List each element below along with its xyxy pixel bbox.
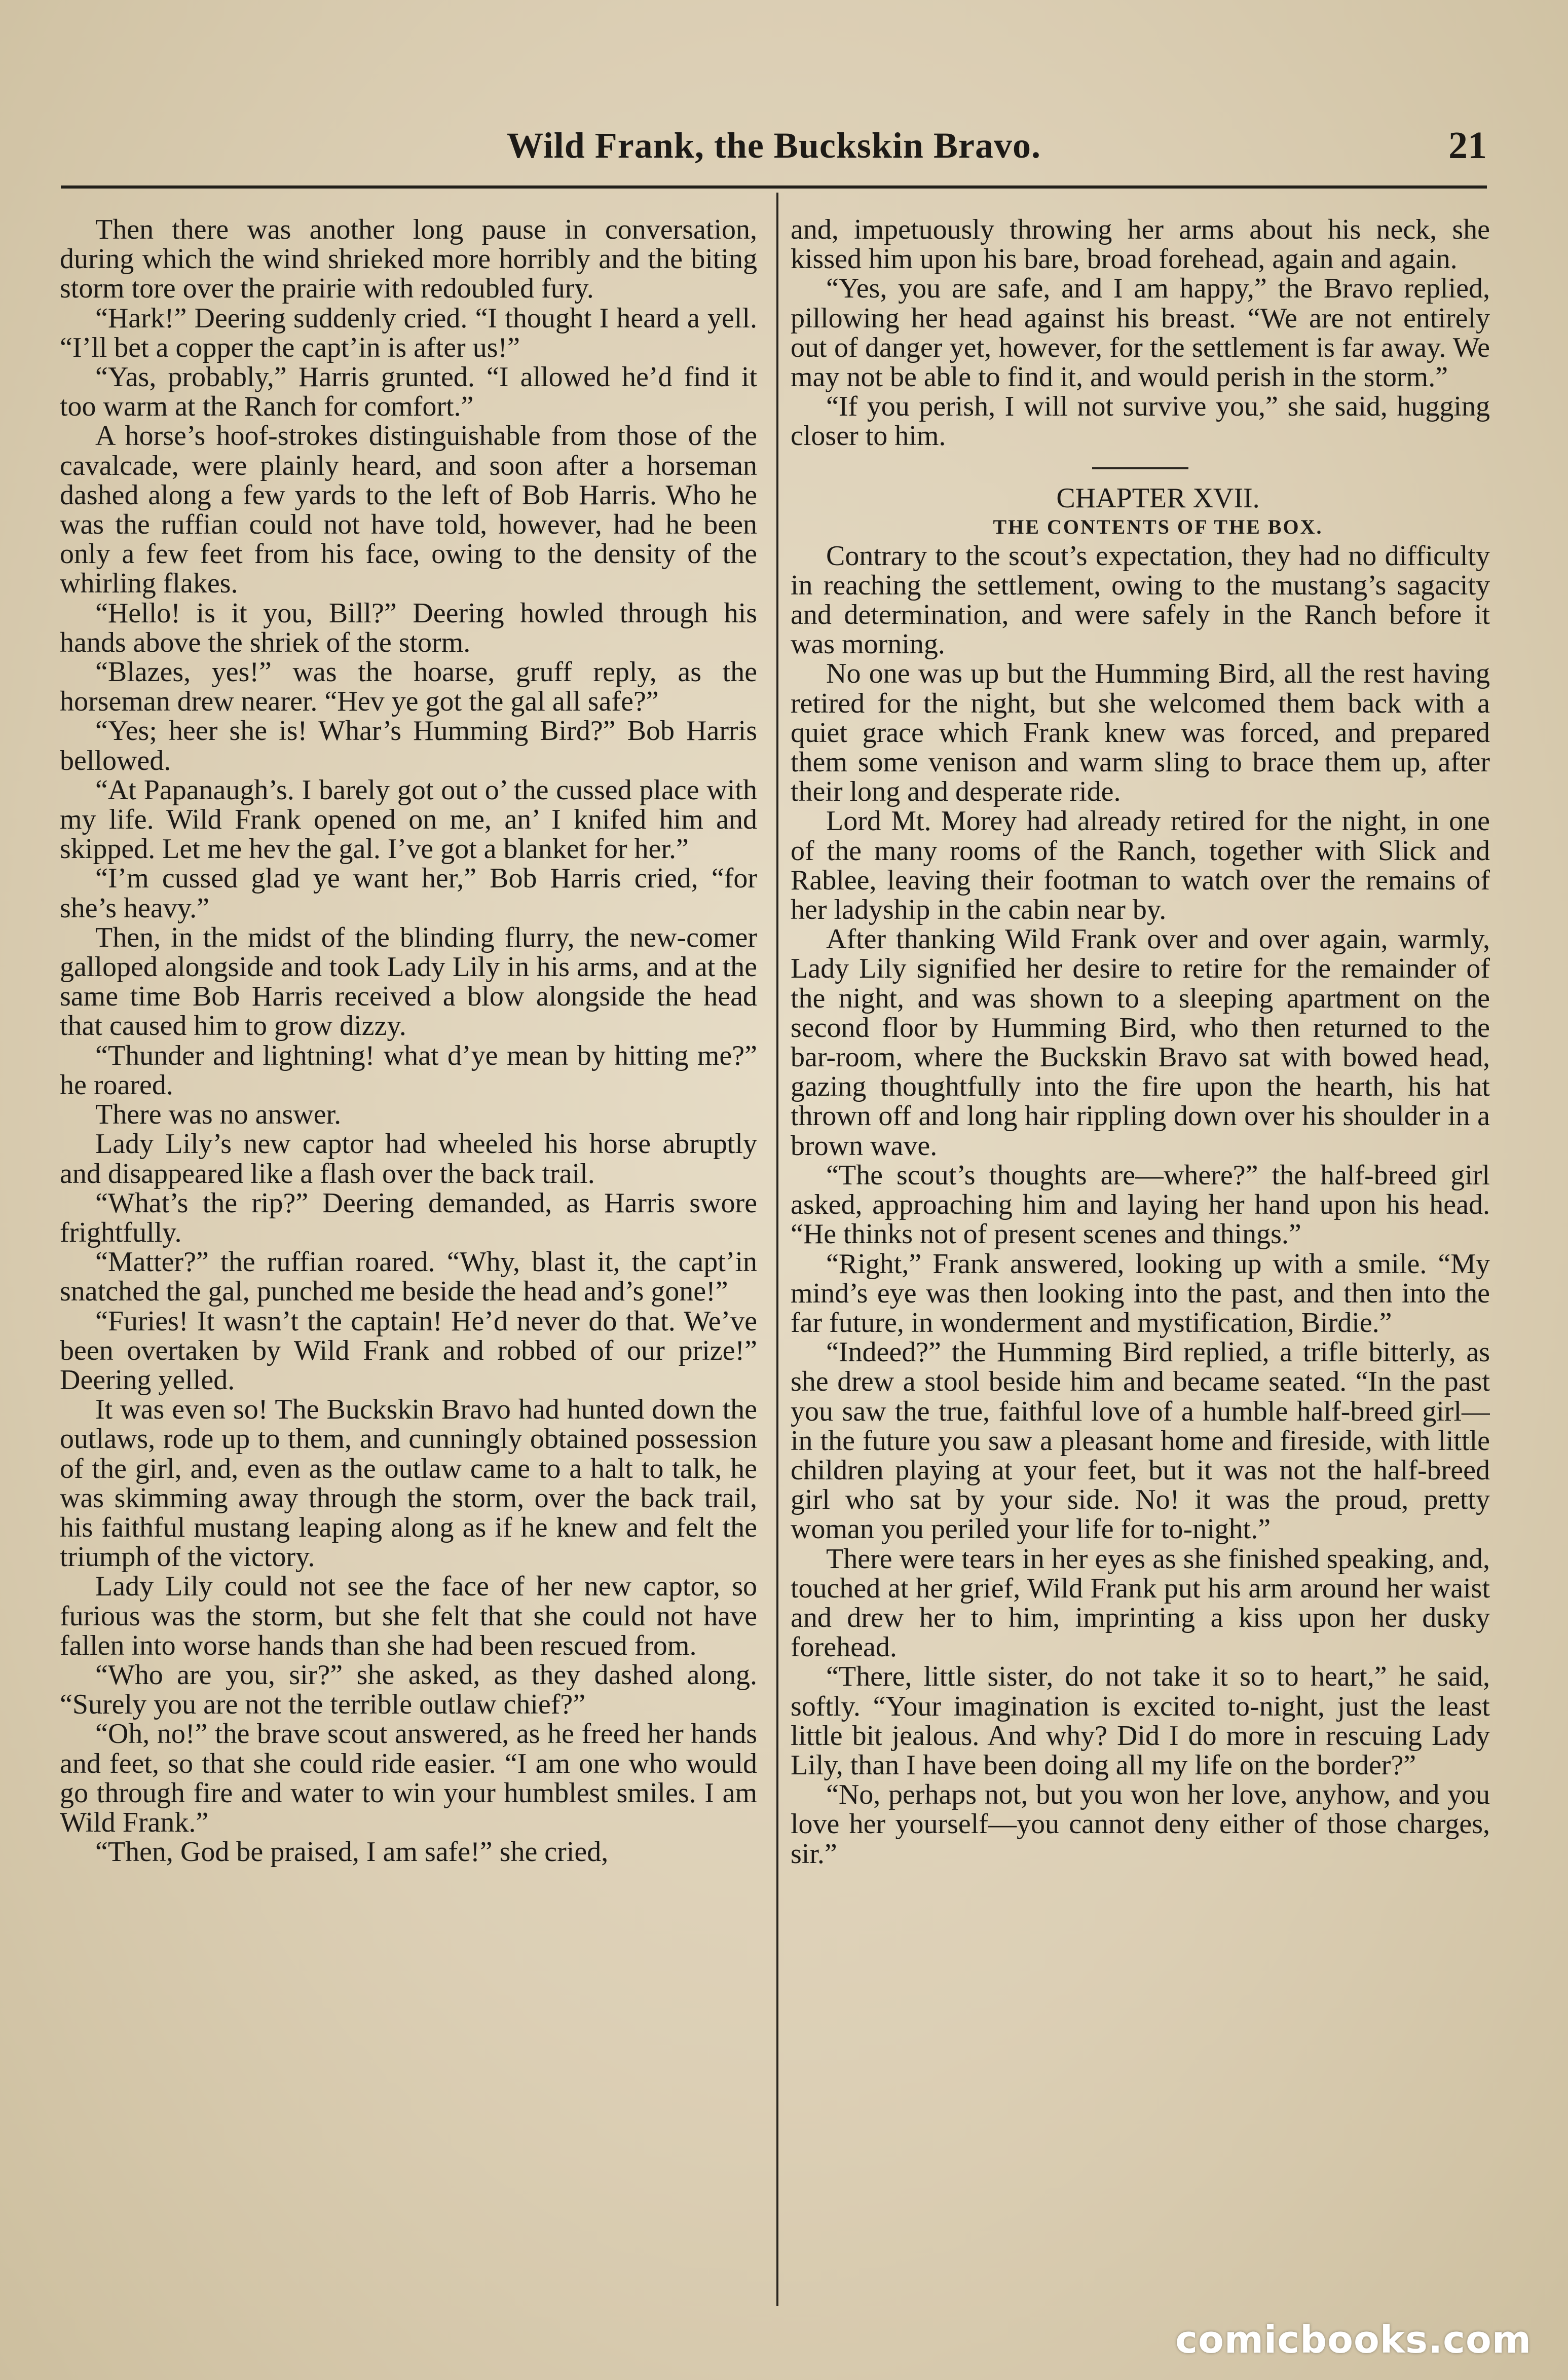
paragraph: It was even so! The Buckskin Bravo had hunted down the outlaws, rode up to them, and cunningly obtained possession of the girl, and, even as the outlaw came to a halt to talk, he was skimming away through the storm, over the back trail, his faithful mustang leaping along as if he knew and felt the triumph of the victory. bbox=[60, 1394, 757, 1573]
chapter-rule bbox=[1092, 467, 1188, 469]
running-head bbox=[61, 118, 1487, 173]
paragraph: Then there was another long pause in conversation, during which the wind shrieked more horribly and the biting storm tore over the prairie with redoubled fury. bbox=[60, 215, 757, 305]
paragraph: “Yes, you are safe, and I am happy,” the Bravo replied, pillowing her head against his breast. “We are not entirely out of danger yet, however, for the settlement is far away. We may not be able to find it, and would perish in the storm.” bbox=[791, 273, 1490, 393]
paragraph: “Yes; heer she is! Whar’s Humming Bird?” Bob Harris bellowed. bbox=[60, 715, 757, 776]
paragraph: “No, perhaps not, but you won her love, anyhow, and you love her yourself—you cannot deny either of those charges, sir.” bbox=[791, 1779, 1490, 1870]
chapter-subtitle: THE CONTENTS OF THE BOX. bbox=[993, 515, 1323, 538]
paragraph: “At Papanaugh’s. I barely got out o’ the cussed place with my life. Wild Frank opened on me, an’ I knifed him and skipped. Let me hev the gal. I’ve got a blanket for her.” bbox=[60, 774, 757, 865]
page-number: 21 bbox=[1448, 124, 1487, 167]
paragraph: Then, in the midst of the blinding flurry, the new-comer galloped alongside and took Lady Lily in his arms, and at the same time Bob Harris received a blow alongside the head that caused him to grow dizzy. bbox=[60, 921, 757, 1042]
paragraph: “Furies! It wasn’t the captain! He’d never do that. We’ve been overtaken by Wild Frank and robbed of our prize!” Deering yelled. bbox=[60, 1305, 757, 1396]
chapter-title: CHAPTER XVII. bbox=[1056, 482, 1260, 514]
paragraph: “Thunder and lightning! what d’ye mean by hitting me?” he roared. bbox=[60, 1039, 757, 1101]
watermark: comicbooks.com bbox=[1175, 2318, 1532, 2362]
paragraph: No one was up but the Humming Bird, all the rest having retired for the night, but she welcomed them back with a quiet grace which Frank knew was forced, and prepared them some venison and warm sling to brace them up, after their long and desperate ride. bbox=[791, 658, 1490, 808]
paragraph: A horse’s hoof-strokes distinguishable from those of the cavalcade, were plainly heard, and soon after a horseman dashed along a few yards to the left of Bob Harris. Who he was the ruffian could not have told, however, had he been only a few feet from his face, owing to the density of the whirling flakes. bbox=[60, 420, 757, 600]
header-rule bbox=[61, 185, 1487, 189]
paragraph: Lord Mt. Morey had already retired for the night, in one of the many rooms of the Ranch, together with Slick and Rablee, leaving their footman to watch over the remains of her ladyship in the cabin near by. bbox=[791, 805, 1490, 926]
paragraph: and, impetuously throwing her arms about his neck, she kissed him upon his bare, broad forehead, again and again. bbox=[791, 215, 1490, 275]
paragraph: Lady Lily’s new captor had wheeled his horse abruptly and disappeared like a flash over the back trail. bbox=[60, 1128, 757, 1189]
paragraph: There were tears in her eyes as she finished speaking, and, touched at her grief, Wild Frank put his arm around her waist and drew her to him, imprinting a kiss upon her dusky forehead. bbox=[791, 1543, 1490, 1663]
paragraph: “Right,” Frank answered, looking up with a smile. “My mind’s eye was then looking into the past, and then into the far future, in wonderment and mystification, Birdie.” bbox=[791, 1248, 1490, 1338]
paragraph: “If you perish, I will not survive you,” she said, hugging closer to him. bbox=[791, 391, 1490, 452]
column-divider bbox=[776, 193, 778, 2306]
paragraph: Lady Lily could not see the face of her new captor, so furious was the storm, but she felt that she could not have fallen into worse hands than she had been rescued from. bbox=[60, 1571, 757, 1661]
paragraph: “Yas, probably,” Harris grunted. “I allowed he’d find it too warm at the Ranch for comfort.” bbox=[60, 361, 757, 423]
running-title: Wild Frank, the Buckskin Bravo. bbox=[507, 125, 1041, 166]
left-column bbox=[60, 215, 757, 2328]
paragraph: “There, little sister, do not take it so to heart,” he said, softly. “Your imagination is excited to-night, just the least little bit jealous. And why? Did I do more in rescuing Lady Lily, than I have been doing all my life on the border?” bbox=[791, 1661, 1490, 1781]
paragraph: After thanking Wild Frank over and over again, warmly, Lady Lily signified her desire to retire for the remainder of the night, and was shown to a sleeping apartment on the second floor by Humming Bird, who then returned to the bar-room, where the Buckskin Bravo sat with bowed head, gazing thoughtfully into the fire upon the hearth, his hat thrown off and long hair rippling down over his shoulder in a brown wave. bbox=[791, 923, 1490, 1162]
paragraph: “Hark!” Deering suddenly cried. “I thought I heard a yell. “I’ll bet a copper the capt’in is after us!” bbox=[60, 302, 757, 363]
paragraph: “Indeed?” the Humming Bird replied, a trifle bitterly, as she drew a stool beside him and became seated. “In the past you saw the true, faithful love of a humble half-breed girl—in the future you saw a pleasant home and fireside, with little children playing at your feet, but it was not the half-breed girl who sat by your side. No! it was the proud, pretty woman you periled your life for to-night.” bbox=[791, 1336, 1490, 1545]
paragraph: “Matter?” the ruffian roared. “Why, blast it, the capt’in snatched the gal, punched me beside the head and’s gone!” bbox=[60, 1246, 757, 1308]
paragraph: “Oh, no!” the brave scout answered, as he freed her hands and feet, so that she could ride easier. “I am one who would go through fire and water to win your humblest smiles. I am Wild Frank.” bbox=[60, 1718, 757, 1838]
paragraph: “I’m cussed glad ye want her,” Bob Harris cried, “for she’s heavy.” bbox=[60, 863, 757, 924]
right-column bbox=[791, 215, 1490, 2328]
paragraph: There was no answer. bbox=[95, 1099, 342, 1131]
paragraph: “Hello! is it you, Bill?” Deering howled through his hands above the shriek of the storm. bbox=[60, 597, 757, 658]
paragraph: “The scout’s thoughts are—where?” the half-breed girl asked, approaching him and laying her hand upon his head. “He thinks not of present scenes and things.” bbox=[791, 1159, 1490, 1250]
paragraph: Contrary to the scout’s expectation, they had no difficulty in reaching the settlement, owing to the mustang’s sagacity and determination, and were safely in the Ranch before it was morning. bbox=[791, 540, 1490, 660]
paragraph: “Then, God be praised, I am safe!” she cried, bbox=[95, 1836, 609, 1868]
paragraph: “Blazes, yes!” was the hoarse, gruff reply, as the horseman drew nearer. “Hev ye got the gal all safe?” bbox=[60, 656, 757, 718]
paragraph: “Who are you, sir?” she asked, as they dashed along. “Surely you are not the terrible outlaw chief?” bbox=[60, 1659, 757, 1721]
paragraph: “What’s the rip?” Deering demanded, as Harris swore frightfully. bbox=[60, 1187, 757, 1248]
